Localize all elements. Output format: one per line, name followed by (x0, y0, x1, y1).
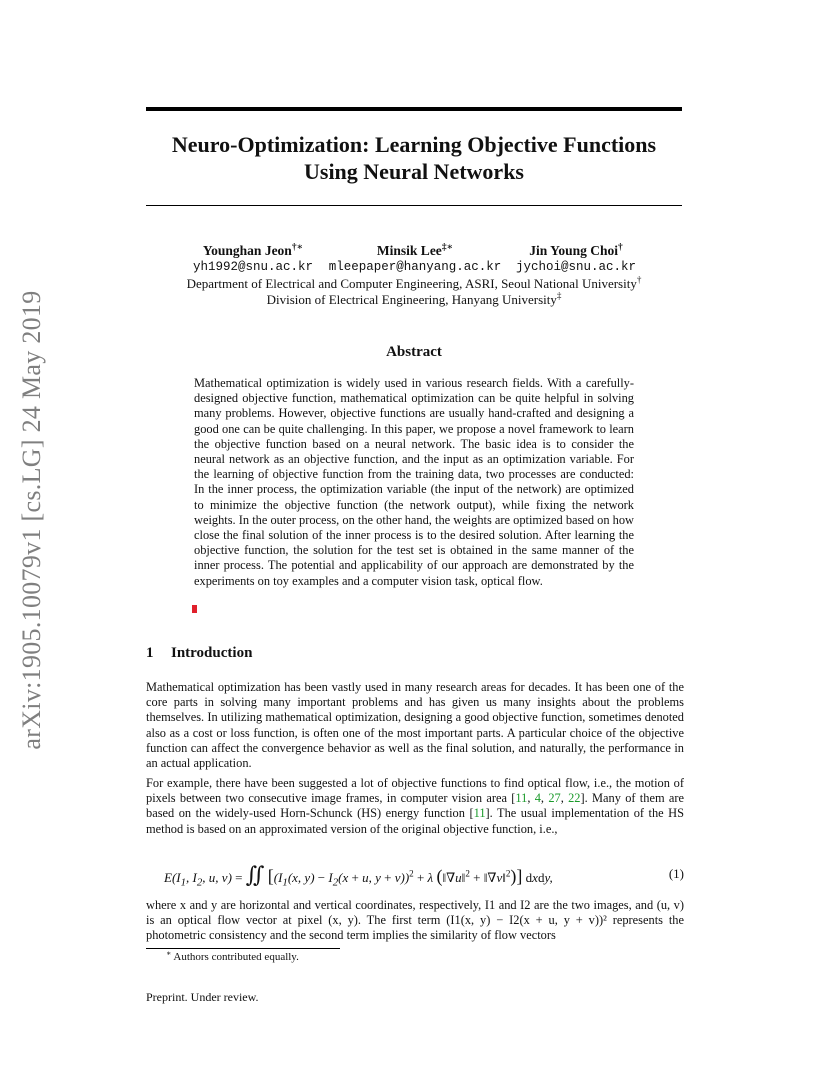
title-top-rule (146, 107, 682, 111)
citation-link[interactable]: 11 (515, 791, 528, 806)
equation-number: (1) (668, 866, 684, 881)
author-1 (190, 243, 316, 275)
citation-link[interactable]: 22 (568, 791, 581, 806)
footnote-rule (146, 948, 340, 949)
author-3 (510, 243, 642, 275)
red-marker (192, 605, 197, 613)
title-line-2: Using Neural Networks (304, 159, 524, 184)
abstract-body: Mathematical optimization is widely used in various research fields. With a carefully-designed objective function, mathematical optimization can be quite helpful in solving many problems. However, objective functions are usually hand-crafted and designing a good one can be quite challenging. In this paper, we propose a novel framework to learn the objective function based on a neural network. The basic idea is to consider the neural network as an objective function, and the input as an optimization variable. For the learning of objective function from the training data, two processes are conducted: In the inner process, the optimization variable (the input of the network) are optimized to minimize the objective function (the network output), while fixing the network weights. In the outer process, on the other hand, the weights are optimized based on how close the final solution of the inner process is to the desired solution. After learning the objective function, the solution for the test set is obtained in the same manner of the inner process. The potential and applicability of our approach are demonstrated by the experiments on toy examples and a computer vision task, optical flow. (194, 376, 634, 588)
affiliation-2: Division of Electrical Engineering, Hanyang University‡ (266, 290, 562, 307)
intro-paragraph-1: Mathematical optimization has been vastly used in many research areas for decades. It has been one of the core parts in solving many important problems and has given us many insights about the problems themselves. In utilizing mathematical optimization, designing a good objective function, sometimes denoted also as a cost or loss function, is often one of the most important parts. A particular choice of the objective function can affect the convergence behavior as well as the final solution, and naturally, the performance in an actual application. (146, 680, 684, 771)
title-line-1: Neuro-Optimization: Learning Objective Functions (171, 132, 657, 157)
section-title: Introduction (171, 645, 253, 661)
arxiv-id-text: arXiv:1905.10079v1 [cs.LG] 24 May 2019 (17, 290, 46, 750)
citation-link[interactable]: 11 (473, 806, 486, 821)
citation-link[interactable]: 4 (534, 791, 541, 806)
section-heading (146, 645, 252, 662)
paper-title (146, 131, 682, 185)
author-email: jychoi@snu.ac.kr (515, 260, 637, 274)
intro-paragraph-3: where x and y are horizontal and vertical coordinates, respectively, I1 and I2 are the two images, and (u, v) is an optical flow vector at pixel (x, y). The first term (I1(x, y) − I2(x + u, y + v))² represents the photometric consistency and the second term implies the similarity of flow vectors (146, 898, 684, 943)
author-email: yh1992@snu.ac.kr (192, 260, 314, 274)
preprint-note: Preprint. Under review. (146, 990, 259, 1004)
author-name: Minsik Lee‡∗ (376, 242, 454, 258)
author-name: Jin Young Choi† (529, 242, 623, 258)
equation-1 (146, 860, 684, 888)
title-bottom-rule (146, 205, 682, 206)
author-2 (325, 243, 505, 275)
abstract-heading: Abstract (386, 344, 442, 360)
intro-paragraph-2: For example, there have been suggested a lot of objective functions to find optical flow, i.e., the motion of pixels between two consecutive image frames, in computer vision area [11, 4, 27, 22]. Many of them are based on the widely-used Horn-Schunck (HS) energy function [11]. The usual implementation of the HS method is based on an approximated version of the original objective function, i.e., (146, 776, 685, 836)
footnote: ∗ Authors contributed equally. (166, 948, 299, 963)
equation-body: $E(I_1$, $I_2$, u, v) = ∬ [($I_1(x$, $y) - I_2(x + u$, y + v))$^2$ + λ (‖∇u‖$^2$ + ‖∇v‖$^2$)] dxdy, (164, 862, 553, 889)
citation-link[interactable]: 27 (548, 791, 561, 806)
author-email: mleepaper@hanyang.ac.kr (328, 260, 502, 274)
affiliation-1: Department of Electrical and Computer Engineering, ASRI, Seoul National University† (186, 274, 642, 291)
author-name: Younghan Jeon†∗ (202, 242, 304, 258)
section-number: 1 (146, 645, 154, 661)
